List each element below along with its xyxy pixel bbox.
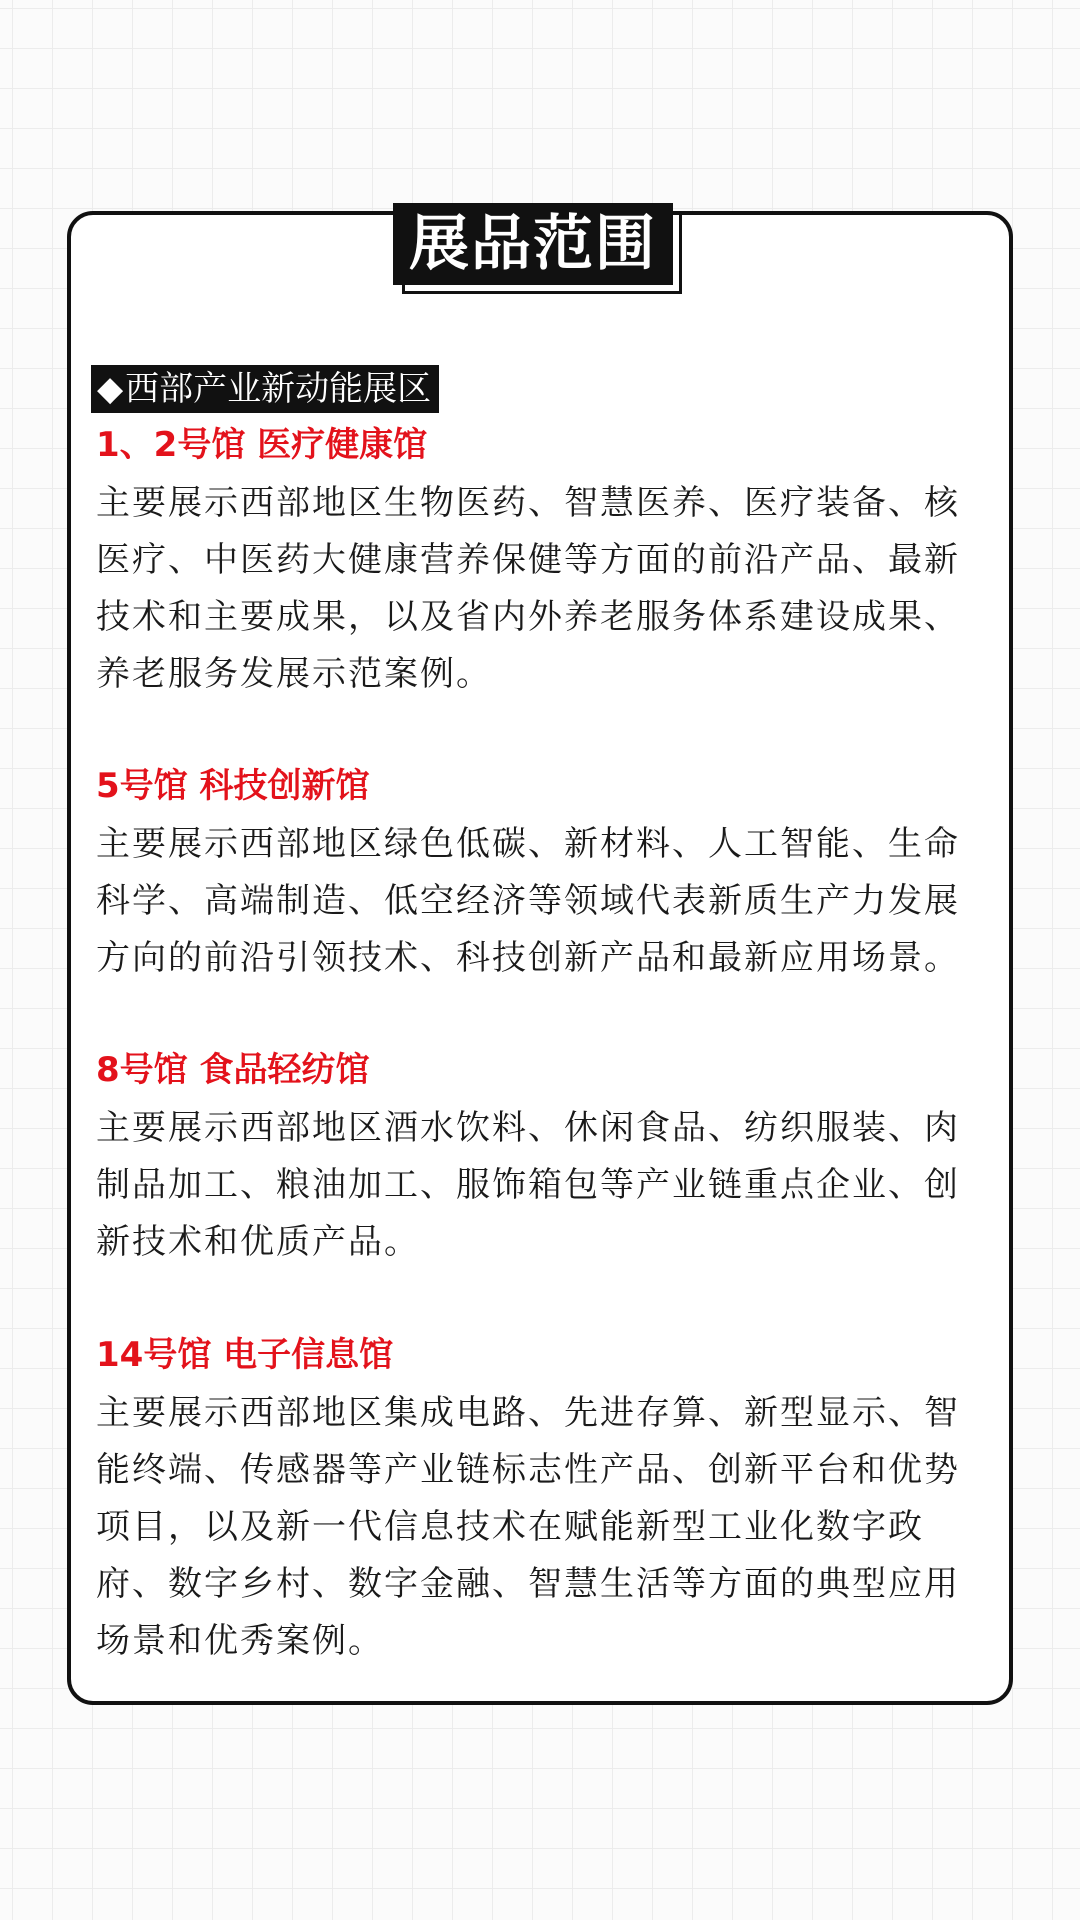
section-body: 主要展示西部地区生物医药、智慧医养、医疗装备、核医疗、中医药大健康营养保健等方面的前沿产品、最新技术和主要成果，以及省内外养老服务体系建设成果、养老服务发展示范案例。 bbox=[96, 483, 960, 694]
section-heading: 14号馆 电子信息馆 bbox=[96, 1335, 394, 1375]
section-food-textile-hall bbox=[96, 1045, 986, 1271]
section-tech-hall bbox=[96, 761, 986, 987]
section-body: 主要展示西部地区集成电路、先进存算、新型显示、智能终端、传感器等产业链标志性产品、创新平台和优势项目，以及新一代信息技术在赋能新型工业化数字政府、数字乡村、数字金融、智慧生活等方面的典型应用场景和优秀案例。 bbox=[96, 1393, 960, 1661]
page-title: 展品范围 bbox=[393, 203, 673, 285]
section-heading: 1、2号馆 医疗健康馆 bbox=[96, 425, 428, 465]
section-electronics-hall bbox=[96, 1330, 986, 1670]
title-badge bbox=[393, 203, 686, 297]
section-heading: 8号馆 食品轻纺馆 bbox=[96, 1050, 370, 1090]
section-heading: 5号馆 科技创新馆 bbox=[96, 766, 370, 806]
diamond-icon: ◆ bbox=[97, 369, 124, 409]
zone-label-text: 西部产业新动能展区 bbox=[125, 369, 432, 409]
section-body: 主要展示西部地区绿色低碳、新材料、人工智能、生命科学、高端制造、低空经济等领域代表新质生产力发展方向的前沿引领技术、科技创新产品和最新应用场景。 bbox=[96, 824, 960, 978]
section-medical-hall bbox=[96, 420, 986, 703]
section-body: 主要展示西部地区酒水饮料、休闲食品、纺织服装、肉制品加工、粮油加工、服饰箱包等产业链重点企业、创新技术和优质产品。 bbox=[96, 1108, 960, 1262]
zone-label bbox=[91, 365, 439, 413]
content-card bbox=[67, 211, 1013, 1705]
